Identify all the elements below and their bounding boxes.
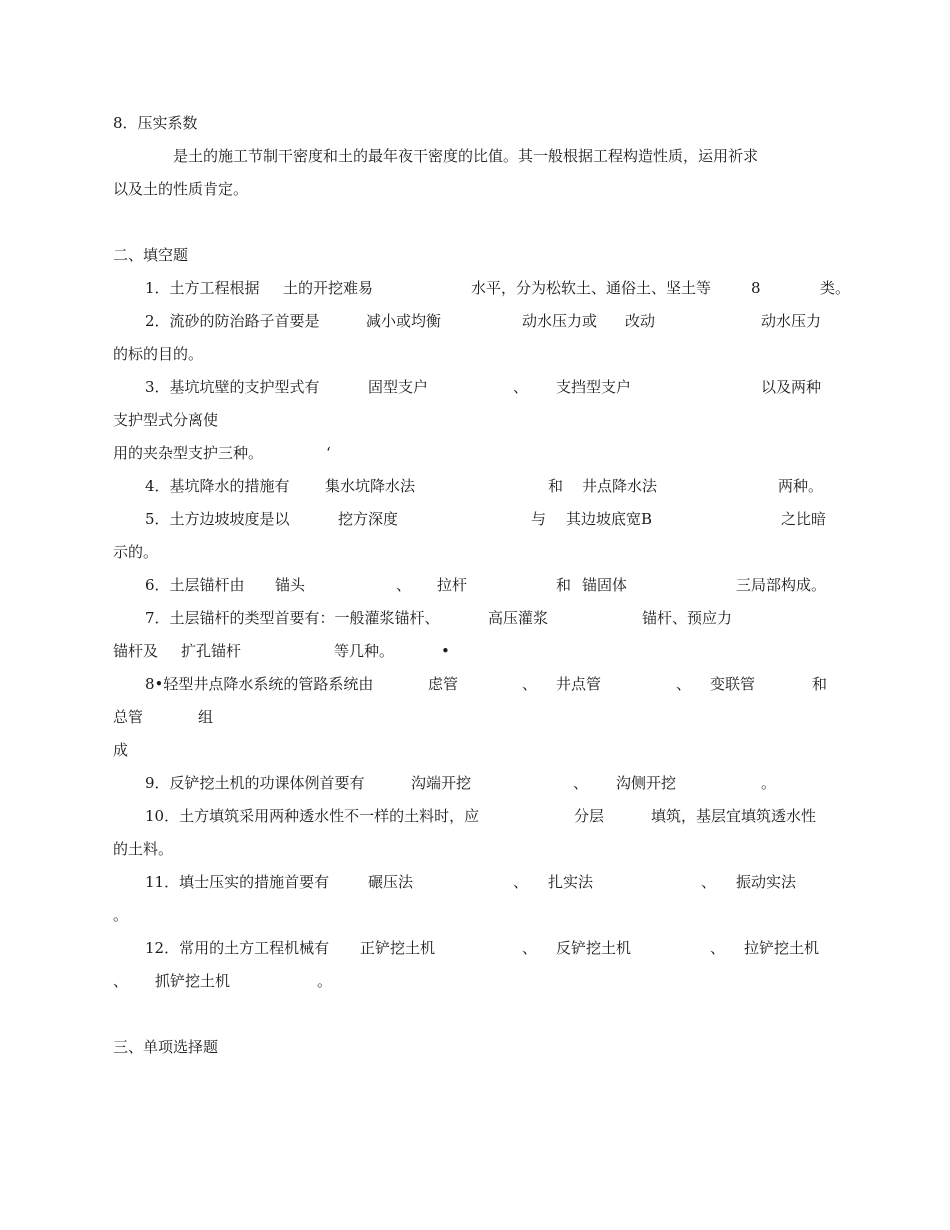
q8-line3: 成 bbox=[113, 741, 129, 759]
q2-text: 动水压力或 bbox=[522, 312, 598, 330]
q4-suffix: 两种。 bbox=[778, 477, 824, 495]
q5-blank-answer: 挖方深度 bbox=[338, 510, 399, 528]
q3-prefix: 3．基坑坑壁的支护型式有 bbox=[145, 378, 320, 396]
q3-blank-answer: 支挡型支户 bbox=[556, 378, 632, 396]
q2-blank-answer: 减小或均衡 bbox=[366, 312, 442, 330]
q1-prefix: 1．土方工程根据 bbox=[145, 279, 260, 297]
q11-separator: 、 bbox=[701, 873, 717, 891]
q8-blank-answer: 总管 bbox=[113, 708, 144, 726]
q11-blank-answer: 扎实法 bbox=[548, 873, 594, 891]
q12-separator: 、 bbox=[113, 972, 129, 990]
q1-blank-answer: 土的开挖难易 bbox=[283, 279, 374, 297]
q12-blank-answer: 反铲挖土机 bbox=[556, 939, 632, 957]
q6-text: 和 bbox=[556, 576, 572, 594]
q10-prefix: 10．土方填筑采用两种透水性不一样的土料时，应 bbox=[145, 807, 480, 825]
q8-separator: 、 bbox=[522, 675, 538, 693]
q5-text: 与 bbox=[531, 510, 547, 528]
q12-separator: 、 bbox=[710, 939, 726, 957]
q3-text: 以及两种 bbox=[761, 378, 822, 396]
q12-suffix: 。 bbox=[317, 972, 333, 990]
q12-blank-answer: 抓铲挖土机 bbox=[155, 972, 231, 990]
q8-separator: 、 bbox=[676, 675, 692, 693]
q8-blank-answer: 井点管 bbox=[556, 675, 602, 693]
q1-blank-answer: 8 bbox=[751, 279, 761, 297]
q11-line2: 。 bbox=[113, 906, 129, 924]
q3-blank-answer: 固型支户 bbox=[368, 378, 429, 396]
q8-prefix: 8•轻型井点降水系统的管路系统由 bbox=[145, 675, 374, 693]
q2-prefix: 2．流砂的防治路子首要是 bbox=[145, 312, 320, 330]
q5-blank-answer: 其边坡底宽B bbox=[566, 510, 653, 528]
q4-text: 和 bbox=[548, 477, 564, 495]
q11-prefix: 11．填士压实的措施首要有 bbox=[145, 873, 330, 891]
q6-blank-answer: 锚头 bbox=[275, 576, 306, 594]
q1-suffix: 类。 bbox=[820, 279, 851, 297]
q11-separator: 、 bbox=[513, 873, 529, 891]
q12-blank-answer: 正铲挖土机 bbox=[360, 939, 436, 957]
q11-blank-answer: 碾压法 bbox=[368, 873, 414, 891]
q10-line2: 的土料。 bbox=[113, 840, 174, 858]
q3-separator: 、 bbox=[513, 378, 529, 396]
q5-prefix: 5．土方边坡坡度是以 bbox=[145, 510, 290, 528]
q6-blank-answer: 锚固体 bbox=[582, 576, 628, 594]
q4-prefix: 4．基坑降水的措施有 bbox=[145, 477, 290, 495]
definition-text-line: 是土的施工节制干密度和土的最年夜干密度的比值。其一般根据工程构造性质，运用祈求 bbox=[173, 147, 759, 165]
q4-blank-answer: 集水坑降水法 bbox=[325, 477, 416, 495]
q8-text: 和 bbox=[812, 675, 828, 693]
q5-text: 之比暗 bbox=[781, 510, 827, 528]
q12-separator: 、 bbox=[522, 939, 538, 957]
q6-blank-answer: 拉杆 bbox=[437, 576, 468, 594]
q9-separator: 、 bbox=[573, 774, 589, 792]
q8-blank-answer: 变联管 bbox=[710, 675, 756, 693]
q2-text: 动水压力 bbox=[761, 312, 822, 330]
q2-blank-answer: 改动 bbox=[625, 312, 656, 330]
q12-prefix: 12．常用的土方工程机械有 bbox=[145, 939, 330, 957]
q7-prefix: 7．土层锚杆的类型首要有：一般灌浆锚杆、 bbox=[145, 609, 440, 627]
q4-blank-answer: 井点降水法 bbox=[582, 477, 658, 495]
q9-blank-answer: 沟侧开挖 bbox=[616, 774, 677, 792]
definition-text-line: 以及土的性质肯定。 bbox=[113, 180, 249, 198]
section-heading-single-choice: 三、单项选择题 bbox=[113, 1038, 219, 1056]
q7-text: 锚杆、预应力 bbox=[642, 609, 733, 627]
q3-line3: 用的夹杂型支护三种。 bbox=[113, 444, 264, 462]
q10-blank-answer: 分层 bbox=[574, 807, 605, 825]
q7-line2: 锚杆及 bbox=[113, 642, 159, 660]
q6-suffix: 三局部构成。 bbox=[736, 576, 827, 594]
q7-suffix: 等几种。 bbox=[334, 642, 395, 660]
q7-stray-mark: • bbox=[441, 642, 450, 660]
q3-line2: 支护型式分离使 bbox=[113, 411, 219, 429]
definition-heading: 8．压实系数 bbox=[113, 114, 198, 132]
q2-line2: 的标的目的。 bbox=[113, 345, 204, 363]
q1-text: 水平，分为松软土、通俗土、坚土等 bbox=[471, 279, 712, 297]
q6-prefix: 6．土层锚杆由 bbox=[145, 576, 245, 594]
q7-blank-answer: 高压灌浆 bbox=[488, 609, 549, 627]
q10-text: 填筑，基层宜填筑透水性 bbox=[651, 807, 817, 825]
q8-text: 组 bbox=[198, 708, 214, 726]
q9-suffix: 。 bbox=[761, 774, 777, 792]
section-heading-fill-in: 二、填空题 bbox=[113, 246, 189, 264]
q9-blank-answer: 沟端开挖 bbox=[411, 774, 472, 792]
q12-blank-answer: 拉铲挖土机 bbox=[744, 939, 820, 957]
q11-blank-answer: 振动实法 bbox=[736, 873, 797, 891]
q3-stray-mark: ‘ bbox=[326, 444, 331, 462]
q5-line2: 示的。 bbox=[113, 543, 159, 561]
q6-separator: 、 bbox=[396, 576, 412, 594]
q9-prefix: 9．反铲挖土机的功课体例首要有 bbox=[145, 774, 365, 792]
q7-blank-answer: 扩孔锚杆 bbox=[181, 642, 242, 660]
q8-blank-answer: 虑管 bbox=[428, 675, 459, 693]
